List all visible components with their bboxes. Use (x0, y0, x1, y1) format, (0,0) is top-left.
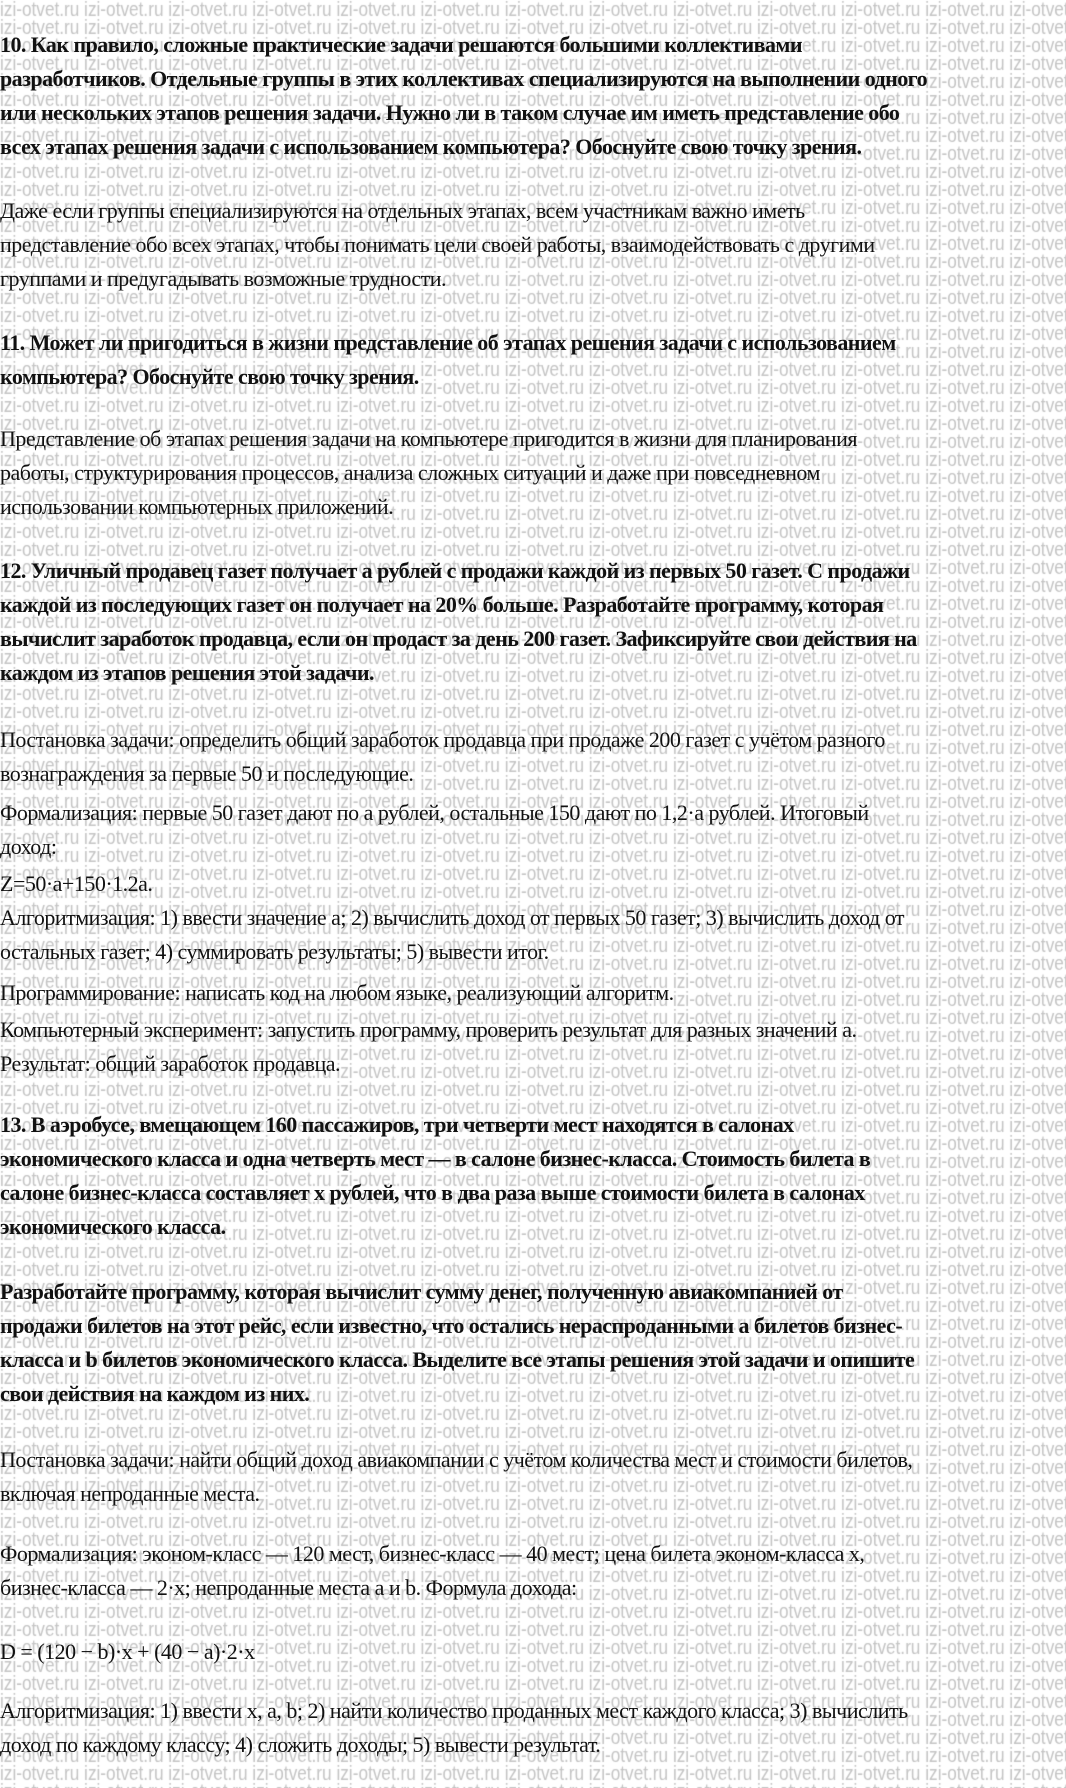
text-line: Z=50·a+150·1.2a. (0, 871, 153, 896)
text-line: Формализация: первые 50 газет дают по a рублей, остальные 150 дают по 1,2·a рублей. Итоговый (0, 800, 869, 825)
answer-paragraph (0, 1694, 908, 1762)
text-line: Даже если группы специализируются на отдельных этапах, всем участникам важно иметь (0, 198, 805, 223)
text-line: экономического класса. (0, 1214, 226, 1239)
answer-paragraph (0, 901, 904, 969)
answer-paragraph (0, 422, 857, 524)
answer-paragraph (0, 1443, 912, 1511)
question-paragraph (0, 1108, 870, 1244)
text-line: Результат: общий заработок продавца. (0, 1051, 341, 1076)
answer-paragraph (0, 1635, 255, 1669)
answer-paragraph (0, 1047, 340, 1081)
text-line: или нескольких этапов решения задачи. Нужно ли в таком случае им иметь представление обо (0, 100, 900, 125)
text-line: свои действия на каждом из них. (0, 1381, 310, 1406)
text-line: 10. Как правило, сложные практические задачи решаются большими коллективами (0, 32, 802, 57)
answer-paragraph (0, 194, 875, 296)
answer-paragraph (0, 867, 152, 901)
text-line: каждой из последующих газет он получает на 20% больше. Разработайте программу, которая (0, 592, 884, 617)
text-line: салоне бизнес-класса составляет х рублей, что в два раза выше стоимости билета в салонах (0, 1180, 865, 1205)
text-line: продажи билетов на этот рейс, если известно, что остались нераспроданными a билетов бизнес- (0, 1313, 903, 1338)
text-line: Алгоритмизация: 1) ввести x, a, b; 2) найти количество проданных мест каждого класса; 3) вычислить (0, 1698, 908, 1723)
text-line: использовании компьютерных приложений. (0, 494, 394, 519)
text-line: Постановка задачи: определить общий заработок продавца при продаже 200 газет с учётом разного (0, 727, 885, 752)
question-paragraph (0, 1275, 914, 1411)
text-line: доход по каждому классу; 4) сложить доходы; 5) вывести результат. (0, 1732, 601, 1757)
question-paragraph (0, 28, 927, 164)
text-line: разработчиков. Отдельные группы в этих коллективах специализируются на выполнении одного (0, 66, 928, 91)
text-line: экономического класса и одна четверть мест — в салоне бизнес-класса. Стоимость билета в (0, 1146, 871, 1171)
question-paragraph (0, 326, 896, 394)
text-line: бизнес-класса — 2·x; непроданные места a и b. Формула дохода: (0, 1575, 577, 1600)
text-line: включая непроданные места. (0, 1481, 260, 1506)
text-line: Разработайте программу, которая вычислит сумму денег, полученную авиакомпанией от (0, 1279, 843, 1304)
text-line: представление обо всех этапах, чтобы понимать цели своей работы, взаимодействовать с другими (0, 232, 875, 257)
text-line: Постановка задачи: найти общий доход авиакомпании с учётом количества мест и стоимости билетов, (0, 1447, 913, 1472)
answer-paragraph (0, 796, 869, 864)
text-line: каждом из этапов решения этой задачи. (0, 660, 374, 685)
text-line: Алгоритмизация: 1) ввести значение a; 2) вычислить доход от первых 50 газет; 3) вычислить доход от (0, 905, 905, 930)
text-line: Формализация: эконом-класс — 120 мест, бизнес-класс — 40 мест; цена билета эконом-класса x, (0, 1541, 865, 1566)
text-line: D = (120 − b)·x + (40 − a)·2·x (0, 1639, 255, 1664)
text-line: 11. Может ли пригодиться в жизни представление об этапах решения задачи с использованием (0, 330, 896, 355)
text-line: группами и предугадывать возможные трудности. (0, 266, 447, 291)
text-line: работы, структурирования процессов, анализа сложных ситуаций и даже при повседневном (0, 460, 820, 485)
text-line: 13. В аэробусе, вмещающем 160 пассажиров, три четверти мест находятся в салонах (0, 1112, 794, 1137)
text-line: Представление об этапах решения задачи на компьютере пригодится в жизни для планирования (0, 426, 857, 451)
text-line: Программирование: написать код на любом языке, реализующий алгоритм. (0, 980, 674, 1005)
text-line: 12. Уличный продавец газет получает а рублей с продажи каждой из первых 50 газет. С продажи (0, 558, 910, 583)
answer-paragraph (0, 1537, 864, 1605)
text-line: компьютера? Обоснуйте свою точку зрения. (0, 364, 419, 389)
answer-paragraph (0, 1013, 856, 1047)
text-line: остальных газет; 4) суммировать результаты; 5) вывести итог. (0, 939, 549, 964)
text-line: всех этапах решения задачи с использованием компьютера? Обоснуйте свою точку зрения. (0, 134, 862, 159)
text-line: вычислит заработок продавца, если он продаст за день 200 газет. Зафиксируйте свои действия на (0, 626, 917, 651)
answer-paragraph (0, 723, 885, 791)
text-line: доход: (0, 834, 57, 859)
text-line: Компьютерный эксперимент: запустить программу, проверить результат для разных значений a. (0, 1017, 857, 1042)
text-line: класса и b билетов экономического класса. Выделите все этапы решения этой задачи и опишите (0, 1347, 915, 1372)
question-paragraph (0, 554, 917, 690)
answer-paragraph (0, 976, 674, 1010)
text-line: вознаграждения за первые 50 и последующие. (0, 761, 414, 786)
